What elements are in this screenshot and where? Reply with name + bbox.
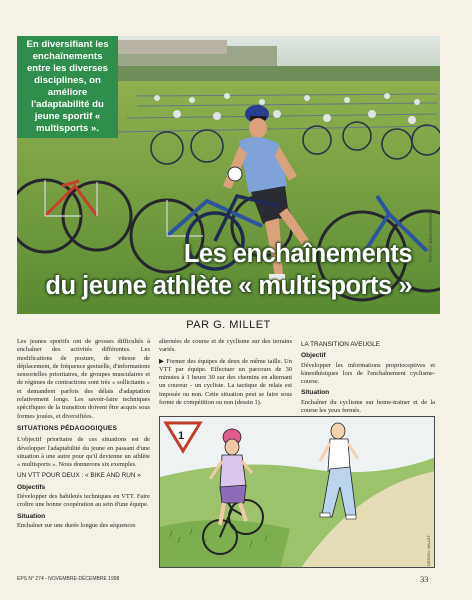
article-title-line-2: du jeune athlète « multisports » [45,272,412,300]
objective-label: Objectif [301,352,326,360]
issue-info: EPS N° 274 - NOVEMBRE-DÉCEMBRE 1998 [17,576,120,582]
situation-label: Situation [17,512,46,520]
page-number: 33 [420,574,429,584]
byline: PAR G. MILLET [186,319,271,331]
paragraph: alternées de course et de cyclisme sur des terrains variés. [159,338,292,354]
text-column-1 [17,338,150,533]
drawing-1 [160,417,435,568]
paragraph: L'objectif prioritaire de ces situations est de développer l'adaptabilité du jeune en passant d'une situation à une autre pour qu'il devienne un athlète « multisports ». Nous donnerons six exemples. [17,436,150,469]
text-column-3 [301,338,435,418]
bike-and-run-illustration [159,416,435,568]
text-column-2 [159,338,292,410]
paragraph: Les jeunes sportifs ont de grosses difficultés à enchaîner des activités différentes. Les modifications de posture, de vitesse de déplacement, de fréquence gestuelle, d'informations sensorielles prioritaires, de groupes musculaires et de régimes de contractions sont très « sollicitants » et demandent parfois des délais d'adaptation relativement longs. Les savoir-faire techniques spécifiques de la transition doivent être acquis sous formes jouées, et diversifiées. [17,338,150,420]
section-heading: SITUATIONS PÉDAGOGIQUES [17,424,118,432]
paragraph: Enchaîner sur une durée longue des séquences [17,521,136,529]
intro-text: En diversifiant les enchaînements entre les diverses disciplines, on améliore l'adaptabilité du jeune sportif « multisports ». [26,39,109,134]
exercise-heading: LA TRANSITION AVEUGLE [301,341,380,348]
situation-label: Situation [301,389,330,397]
exercise-heading: UN VTT POUR DEUX : « BIKE AND RUN » [17,472,141,480]
paragraph: Développer les informations proprioceptives et kinesthésiques lors de l'enchaînement cyclisme-course. [301,361,435,386]
objectives-label: Objectifs [17,483,46,491]
intro-box [17,36,118,138]
illustration-credit: DESSIN: MILLET [426,534,431,566]
paragraph: Enchaîner du cyclisme sur home-trainer et de la course les yeux fermés. [301,398,435,415]
photo-credit: PHOTO: BEAUGENDRE [428,212,433,262]
article-title-line-1: Les enchaînements [183,240,412,268]
paragraph: ▶ Former des équipes de deux de même taille. Un VTT par équipe. Effectuer un parcours de 30 minutes à 1 heure 30 sur des chemins en alternant un coureur - un cycliste. La tactique de relais est imposée ou non. Cette situation peut se faire sous forme de compétition ou non (dessin 1). [159,357,292,407]
paragraph: Développer des habiletés techniques en VTT. Faire croître une bonne coopération au sein d'une équipe. [17,493,150,509]
drawing-number: 1 [178,430,185,442]
